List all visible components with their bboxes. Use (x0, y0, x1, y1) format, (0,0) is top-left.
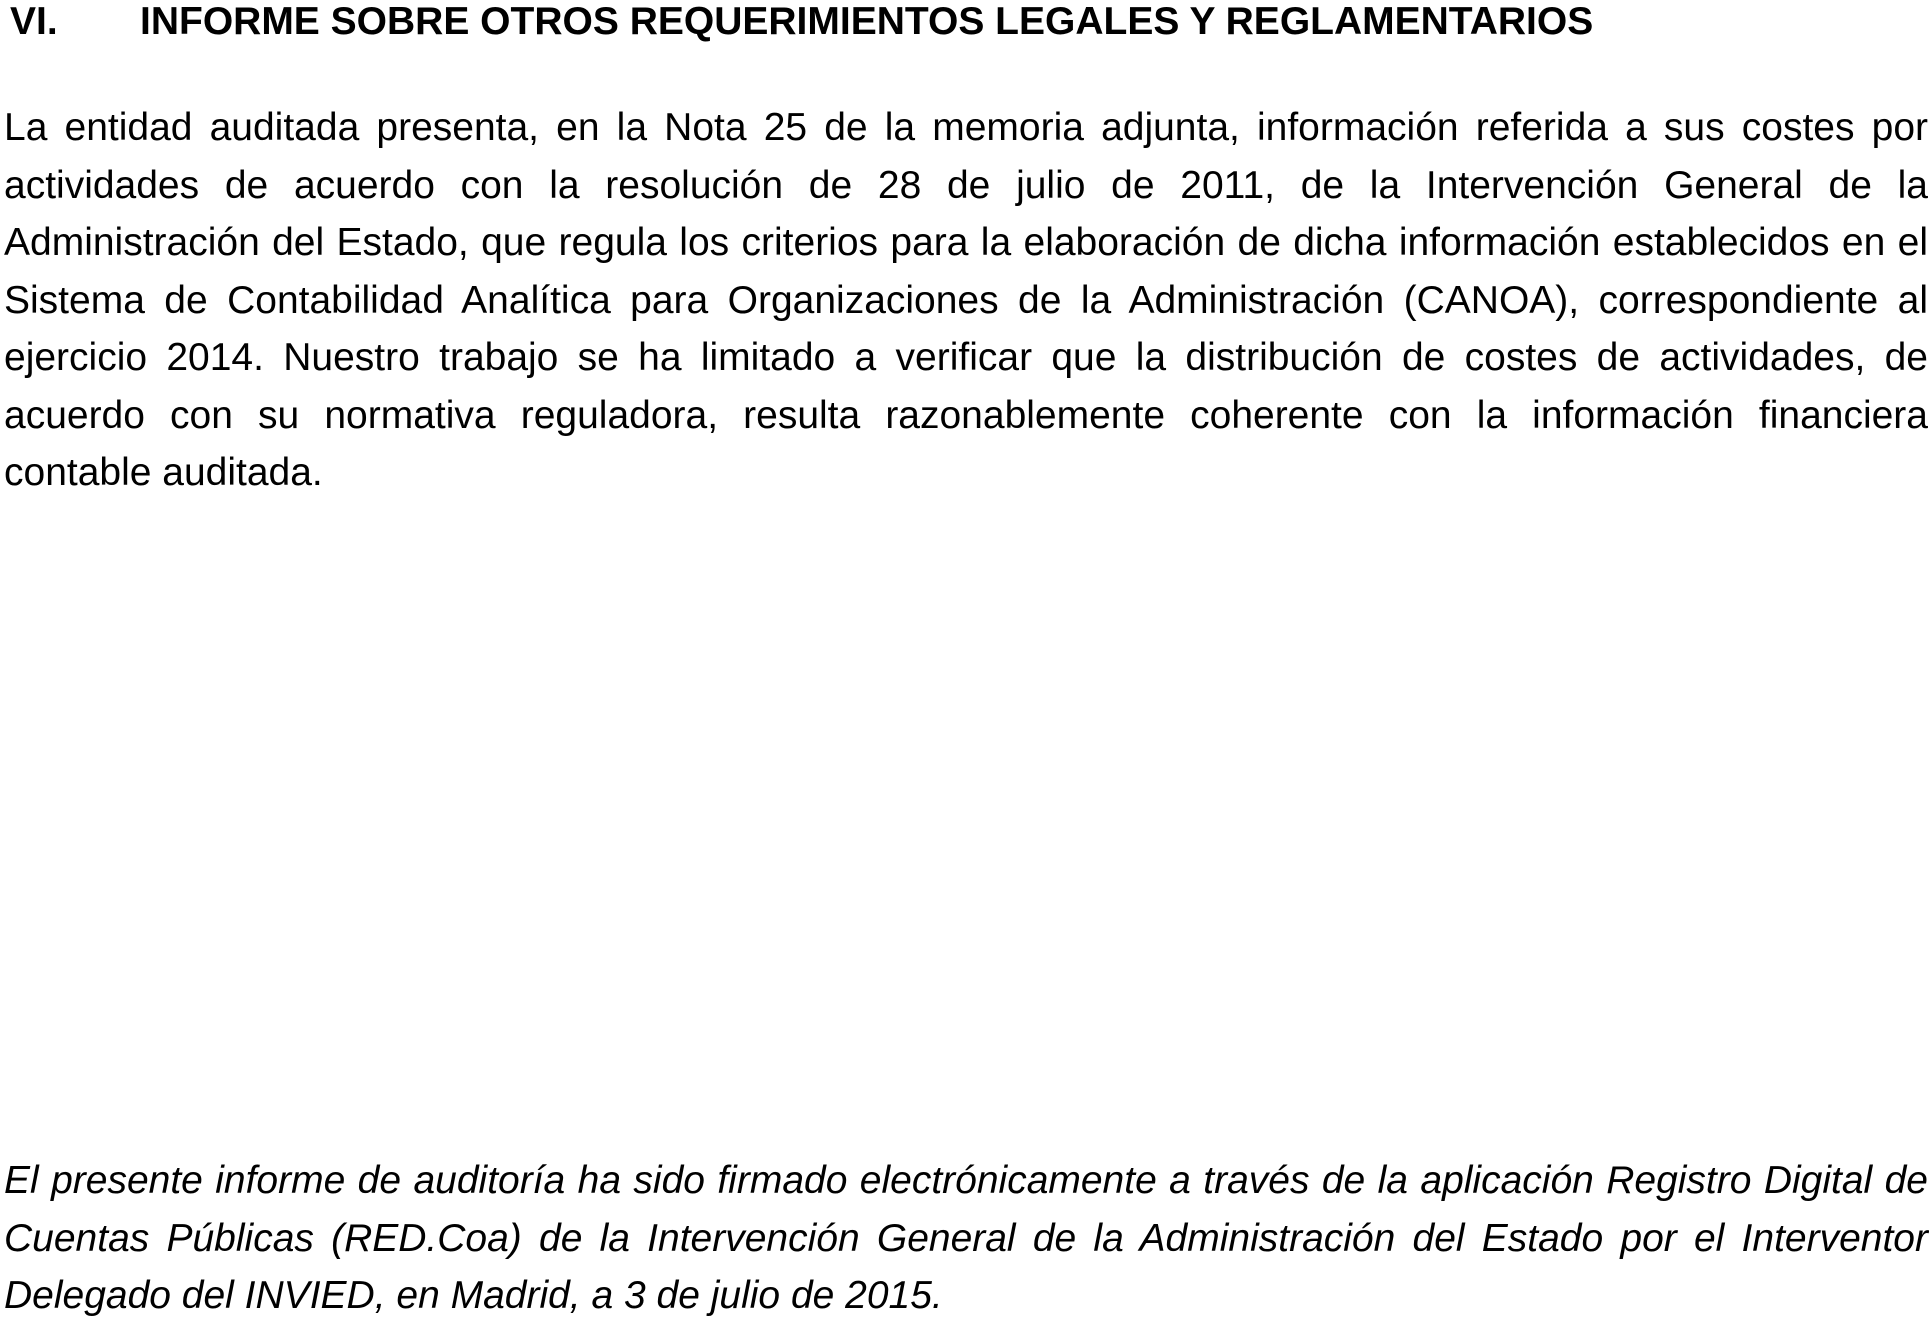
section-number: VI. (10, 0, 58, 43)
section-heading (10, 0, 1910, 44)
section-title: INFORME SOBRE OTROS REQUERIMIENTOS LEGALES Y REGLAMENTARIOS (140, 0, 1594, 43)
signature-paragraph: El presente informe de auditoría ha sido firmado electrónicamente a través de la aplicación Registro Digital de Cuentas Públicas (RED.Coa) de la Intervención General de la Administración del Estado por el Interventor Delegado del INVIED, en Madrid, a 3 de julio de 2015. (4, 1159, 1928, 1317)
body-paragraph: La entidad auditada presenta, en la Nota 25 de la memoria adjunta, información referida a sus costes por actividades de acuerdo con la resolución de 28 de julio de 2011, de la Intervención General de la Administración del Estado, que regula los criterios para la elaboración de dicha información establecidos en el Sistema de Contabilidad Analítica para Organizaciones de la Administración (CANOA), correspondiente al ejercicio 2014. Nuestro trabajo se ha limitado a verificar que la distribución de costes de actividades, de acuerdo con su normativa reguladora, resulta razonablemente coherente con la información financiera contable auditada. (4, 106, 1928, 494)
